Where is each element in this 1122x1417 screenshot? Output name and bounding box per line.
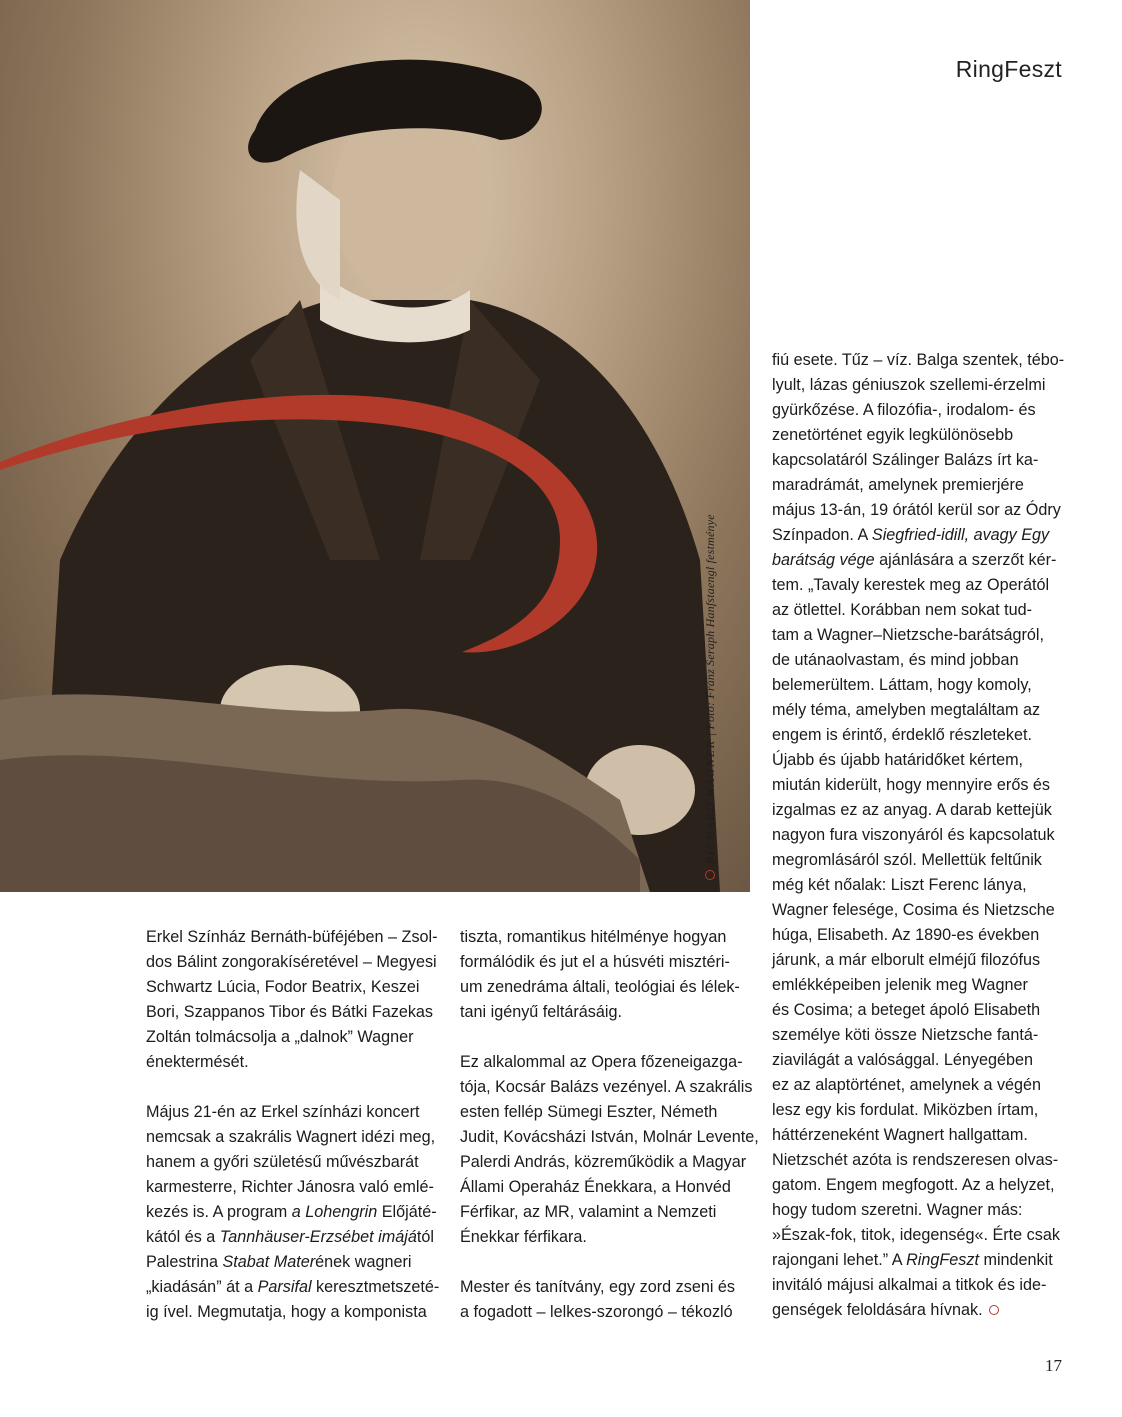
caption-separator: | (703, 729, 717, 740)
italic-title: Stabat Mater (222, 1253, 316, 1271)
text-run: rajongani lehet.” A (772, 1251, 907, 1269)
text-line: karmesterre, Richter Jánosra való emlé- (146, 1178, 434, 1196)
text-line: um zenedráma általi, teológiai és lélek- (460, 978, 740, 996)
text-line: tam a Wagner–Nietzsche-barátságról, (772, 626, 1045, 644)
text-line: Ez alkalommal az Opera főzeneigazga- (460, 1053, 743, 1071)
italic-title: RingFeszt (906, 1251, 979, 1269)
text-line: Schwartz Lúcia, Fodor Beatrix, Keszei (146, 978, 420, 996)
italic-title: barátság vége (772, 551, 875, 569)
text-line (146, 1275, 446, 1300)
text-line: izgalmas ez az anyag. A darab kettejük (772, 801, 1052, 819)
paragraph (146, 1100, 446, 1325)
text-line: »Észak-fok, titok, idegenség«. Érte csak (772, 1226, 1060, 1244)
text-line: maradrámát, amelynek premierjére (772, 476, 1024, 494)
text-line: a fogadott – lelkes-szorongó – tékozló (460, 1303, 733, 1321)
text-column-2 (460, 925, 759, 1325)
text-line: emlékképeiben jelenik meg Wagner (772, 976, 1028, 994)
italic-title: Parsifal (257, 1278, 312, 1296)
text-line: személye köti össze Nietzsche fantá- (772, 1026, 1039, 1044)
text-line: Palerdi András, közreműködik a Magyar (460, 1153, 747, 1171)
text-column-3 (772, 348, 1067, 1323)
italic-title: a Lohengrin (291, 1203, 378, 1221)
text-run: keresztmetszeté- (311, 1278, 440, 1296)
text-line: belemerültem. Láttam, hogy komoly, (772, 676, 1032, 694)
circle-bullet-icon (705, 870, 715, 880)
text-line: lesz egy kis fordulat. Miközben írtam, (772, 1101, 1039, 1119)
text-line: tója, Kocsár Balázs vezényel. A szakrális (460, 1078, 753, 1096)
text-run: ének wagneri (315, 1253, 412, 1271)
text-line: de utánaolvastam, és mind jobban (772, 651, 1019, 669)
paragraph (772, 348, 1067, 1323)
text-line: kapcsolatáról Szálinger Balázs írt ka- (772, 451, 1039, 469)
text-line: Május 21-én az Erkel színházi koncert (146, 1103, 420, 1121)
text-line: énektermését. (146, 1053, 249, 1071)
text-line (146, 1250, 446, 1275)
text-line: dos Bálint zongorakíséretével – Megyesi (146, 953, 437, 971)
text-line: ziavilágát a valósággal. Lényegében (772, 1051, 1033, 1069)
text-line (146, 1225, 446, 1250)
text-run: kezés is. A program (146, 1203, 292, 1221)
text-run: mindenkit (978, 1251, 1053, 1269)
text-line: esten fellép Sümegi Eszter, Németh (460, 1103, 718, 1121)
text-column-1 (146, 925, 446, 1325)
text-line: tiszta, romantikus hitélménye hogyan (460, 928, 727, 946)
portrait-illustration (0, 0, 750, 892)
text-line: tem. „Tavaly kerestek meg az Operától (772, 576, 1050, 594)
text-run: „kiadásán” át a (146, 1278, 258, 1296)
text-line (772, 1298, 1067, 1323)
text-line (772, 548, 1067, 573)
text-line: gyürkőzése. A filozófia-, irodalom- és (772, 401, 1036, 419)
text-line (772, 1248, 1067, 1273)
text-line: Újabb és újabb határidőket kértem, (772, 751, 1024, 769)
text-line: Nietzschét azóta is rendszeresen olvas- (772, 1151, 1059, 1169)
text-line: Mester és tanítvány, egy zord zseni és (460, 1278, 736, 1296)
text-line: és Cosima; a beteget ápoló Elisabeth (772, 1001, 1041, 1019)
text-line: Wagner felesége, Cosima és Nietzsche (772, 901, 1055, 919)
text-line: hanem a győri születésű művészbarát (146, 1153, 419, 1171)
text-line: lyult, lázas géniuszok szellemi-érzelmi (772, 376, 1046, 394)
italic-title: Siegfried-idill, avagy Egy (871, 526, 1050, 544)
text-line: nemcsak a szakrális Wagnert idézi meg, (146, 1128, 436, 1146)
paragraph (460, 1050, 759, 1250)
text-run: Előjáté- (377, 1203, 437, 1221)
italic-title: Tannhäuser-Erzsébet imájá (219, 1228, 417, 1246)
text-line: mély téma, amelyben megtaláltam az (772, 701, 1041, 719)
text-line: Énekkar férfikara. (460, 1228, 587, 1246)
caption-credit: Fotó: Franz Seraph Hanfstaengl festménye (703, 514, 717, 730)
text-line: formálódik és jut el a húsvéti misztéri- (460, 953, 730, 971)
text-line: gatom. Engem megfogott. Az a helyzet, (772, 1176, 1055, 1194)
text-line (772, 523, 1067, 548)
text-line: invitáló májusi alkalmai a titkok és ide- (772, 1276, 1047, 1294)
text-run: kától és a (146, 1228, 220, 1246)
text-line: járunk, a már elborult elméjű filozófus (772, 951, 1041, 969)
text-run: genségek feloldására hívnak. (772, 1301, 983, 1319)
text-line: május 13-án, 19 órától kerül sor az Ódry (772, 501, 1061, 519)
paragraph (460, 1275, 752, 1325)
text-run: ajánlására a szerzőt kér- (874, 551, 1057, 569)
caption-name: RICHARD WAGNER (703, 739, 717, 864)
text-line: Férfikar, az MR, valamint a Nemzeti (460, 1203, 717, 1221)
end-mark-icon (989, 1305, 999, 1315)
text-line: engem is érintő, érdeklő részleteket. (772, 726, 1033, 744)
text-run: Palestrina (146, 1253, 223, 1271)
text-line: ig ível. Megmutatja, hogy a komponista (146, 1303, 427, 1321)
text-line (146, 1200, 446, 1225)
text-line: tani igényű feltárásáig. (460, 1003, 622, 1021)
text-line: fiú esete. Tűz – víz. Balga szentek, tébo- (772, 351, 1065, 369)
text-line: Judit, Kovácsházi István, Molnár Levente, (460, 1128, 759, 1146)
text-line: Erkel Színház Bernáth-büféjében – Zsol- (146, 928, 438, 946)
text-line: még két nőalak: Liszt Ferenc lánya, (772, 876, 1027, 894)
page-number: 17 (1045, 1356, 1062, 1375)
text-line: zenetörténet egyik legkülönösebb (772, 426, 1014, 444)
text-line: nagyon fura viszonyáról és kapcsolatuk (772, 826, 1055, 844)
text-line: húga, Elisabeth. Az 1890-es években (772, 926, 1040, 944)
section-title: RingFeszt (955, 56, 1062, 82)
text-line: az ötlettel. Korábban nem sokat tud- (772, 601, 1033, 619)
text-line: megromlásáról szól. Mellettük feltűnik (772, 851, 1042, 869)
text-line: háttérzeneként Wagnert hallgattam. (772, 1126, 1028, 1144)
paragraph (460, 925, 752, 1025)
portrait-photo (0, 0, 750, 892)
photo-caption (703, 450, 723, 880)
text-line: Bori, Szappanos Tibor és Bátki Fazekas (146, 1003, 434, 1021)
text-line: hogy tudom szeretni. Wagner más: (772, 1201, 1023, 1219)
text-line: Zoltán tolmácsolja a „dalnok” Wagner (146, 1028, 414, 1046)
text-line: ez az alaptörténet, amelynek a végén (772, 1076, 1042, 1094)
text-line: Állami Operaház Énekkara, a Honvéd (460, 1178, 731, 1196)
text-run: tól (416, 1228, 434, 1246)
text-line: miután kiderült, hogy mennyire erős és (772, 776, 1051, 794)
paragraph (146, 925, 446, 1075)
text-run: Színpadon. A (772, 526, 872, 544)
